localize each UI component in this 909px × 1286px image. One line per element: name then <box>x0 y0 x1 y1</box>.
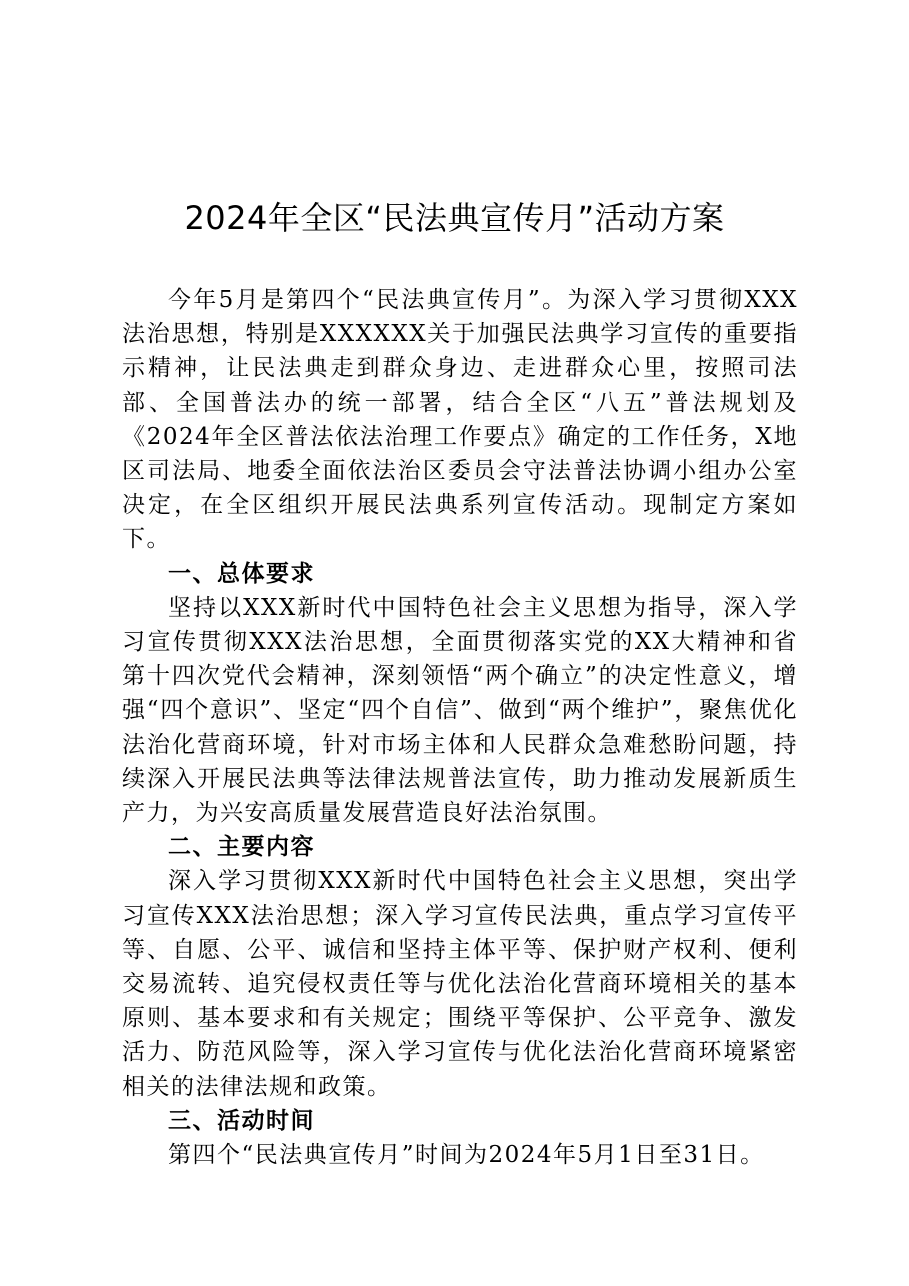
section-heading-activity-time: 三、活动时间 <box>168 1107 315 1134</box>
document-body <box>122 283 798 1172</box>
document-title: 2024年全区“民法典宣传月”活动方案 <box>184 199 725 237</box>
section-paragraph-general-requirements: 坚持以XXX新时代中国特色社会主义思想为指导，深入学习宣传贯彻XXX法治思想，全面贯彻落实党的XX大精神和省第十四次党代会精神，深刻领悟“两个确立”的决定性意义，增强“四个意识”、坚定“四个自信”、做到“两个维护”，聚焦优化法治化营商环境，针对市场主体和人民群众急难愁盼问题，持续深入开展民法典等法律法规普法宣传，助力推动发展新质生产力，为兴安高质量发展营造良好法治氛围。 <box>122 594 798 827</box>
section-paragraph-main-content: 深入学习贯彻XXX新时代中国特色社会主义思想，突出学习宣传XXX法治思想；深入学习宣传民法典，重点学习宣传平等、自愿、公平、诚信和坚持主体平等、保护财产权利、便利交易流转、追究侵权责任等与优化法治化营商环境相关的基本原则、基本要求和有关规定；围绕平等保护、公平竞争、激发活力、防范风险等，深入学习宣传与优化法治化营商环境紧密相关的法律法规和政策。 <box>122 868 798 1100</box>
section-paragraph-activity-time: 第四个“民法典宣传月”时间为2024年5月1日至31日。 <box>168 1142 765 1169</box>
intro-paragraph: 今年5月是第四个“民法典宣传月”。为深入学习贯彻XXX法治思想，特别是XXXXXX关于加强民法典学习宣传的重要指示精神，让民法典走到群众身边、走进群众心里，按照司法部、全国普法办的统一部署，结合全区“八五”普法规划及《2024年全区普法依法治理工作要点》确定的工作任务，X地区司法局、地委全面依法治区委员会守法普法协调小组办公室决定，在全区组织开展民法典系列宣传活动。现制定方案如下。 <box>122 287 798 553</box>
section-heading-general-requirements: 一、总体要求 <box>168 560 315 587</box>
section-heading-main-content: 二、主要内容 <box>168 834 315 861</box>
